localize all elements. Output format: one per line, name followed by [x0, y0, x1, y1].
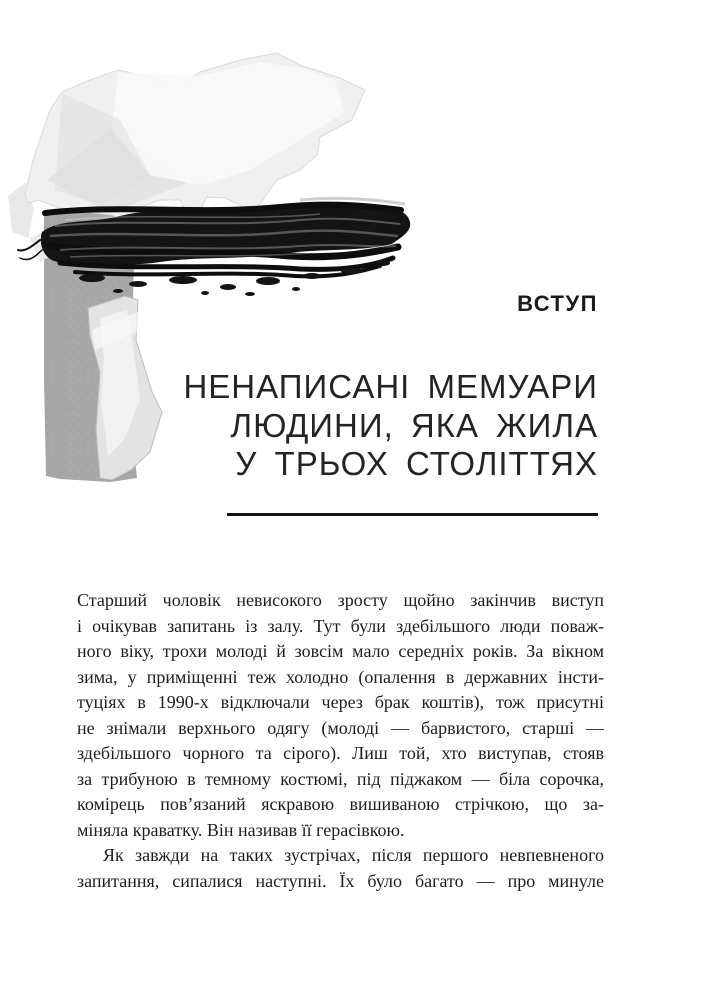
body-text-line: Старший чоловік невисокого зросту щойно закінчив виступ [77, 590, 604, 610]
chapter-title [183, 368, 598, 484]
body-text-line: запитання, сипалися наступні. Їх було багато — про минуле [77, 870, 604, 891]
body-text-line: міняла краватку. Він називав її герасівкою. [77, 819, 405, 840]
body-text-line: туціях в 1990-х відключали через брак коштів), тож присутні [77, 692, 604, 712]
body-text-line: і очікував запитань із залу. Тут були здебільшого люди поваж- [77, 615, 604, 636]
tape-strip [88, 296, 162, 480]
chapter-title-line: НЕНАПИСАНІ МЕМУАРИ [183, 368, 598, 405]
body-text-line: Як завжди на таких зустрічах, після першого невпевненого [103, 845, 604, 865]
body-text-line: здебільшого чорного та сірого). Лиш той, хто виступав, стояв [77, 743, 604, 763]
body-text-line: не знімали верхнього одягу (молоді — барвистого, старші — [77, 717, 604, 738]
body-text-line: зима, у приміщенні теж холодно (опалення в державних інсти- [77, 666, 604, 687]
body-text-line: ного віку, трохи молоді й зовсім мало середніх років. За вікном [77, 641, 604, 661]
body-text-line: за трибуною в темному костюмі, під піджаком — біла сорочка, [77, 768, 604, 789]
chapter-title-line: У ТРЬОХ СТОЛІТТЯХ [235, 445, 598, 482]
body-text [77, 588, 604, 894]
chapter-title-line: ЛЮДИНИ, ЯКА ЖИЛА [230, 406, 598, 444]
section-kicker: ВСТУП [517, 291, 598, 316]
title-divider [227, 513, 598, 516]
body-text-line: комірець пов’язаний яскравою вишиваною стрічкою, що за- [77, 794, 604, 814]
